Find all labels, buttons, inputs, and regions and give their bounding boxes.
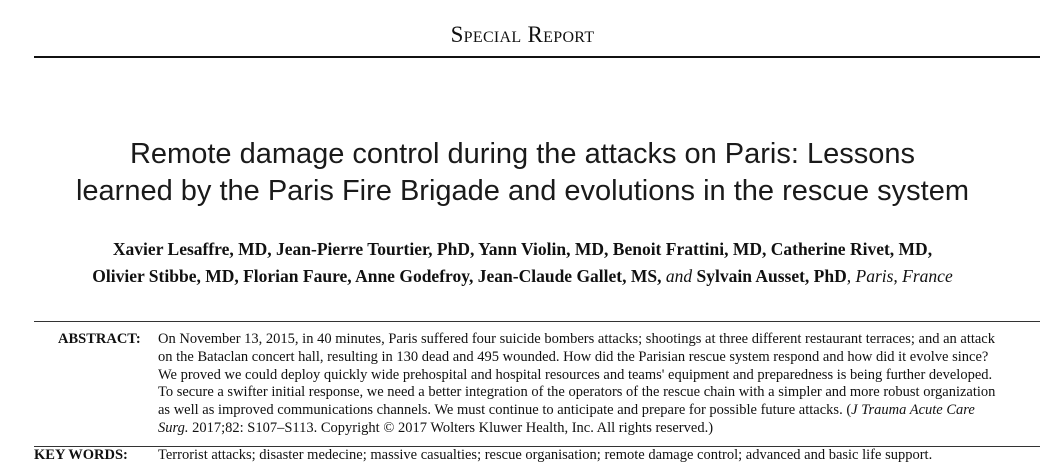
section-label: Special Report	[450, 22, 595, 47]
abstract-line-3: We proved we could deploy quickly wide prehospital and hospital resources and teams' equipment and preparedness is being further developed.	[158, 366, 993, 383]
keywords-text: Terrorist attacks; disaster medecine; massive casualties; rescue organisation; remote damage control; advanced and basic life support.	[158, 447, 933, 463]
abstract-line-4: To secure a swifter initial response, we need a better integration of the operators of the rescue chain with a simpler and more robust organization	[158, 384, 996, 401]
authors-line-2-names: Olivier Stibbe, MD, Florian Faure, Anne Godefroy, Jean-Claude Gallet, MS,	[92, 266, 662, 286]
journal-name-part-2: Surg.	[158, 419, 189, 436]
last-author: Sylvain Ausset, PhD	[696, 266, 847, 286]
top-rule	[34, 56, 1040, 58]
abstract-line-1: On November 13, 2015, in 40 minutes, Paris suffered four suicide bombers attacks; shootings at three different restaurant terraces; and an attack	[158, 331, 995, 347]
citation-copyright: 2017;82: S107–S113. Copyright © 2017 Wolters Kluwer Health, Inc. All rights reserved.)	[188, 419, 714, 436]
abstract-top-rule	[34, 321, 1040, 322]
abstract-line-5	[158, 402, 1038, 420]
title-line-1: Remote damage control during the attacks on Paris: Lessons	[129, 138, 916, 170]
abstract-label: ABSTRACT:	[58, 331, 141, 347]
keywords-label: KEY WORDS:	[34, 447, 128, 463]
abstract-line-6	[158, 420, 1038, 438]
abstract-line-2: on the Bataclan concert hall, resulting in 130 dead and 495 wounded. How did the Parisian rescue system respond and how did it evolve since?	[158, 348, 989, 365]
author-affiliation: , Paris, France	[846, 266, 953, 286]
authors-line-1: Xavier Lesaffre, MD, Jean-Pierre Tourtier, PhD, Yann Violin, MD, Benoit Frattini, MD, Catherine Rivet, MD,	[112, 239, 933, 259]
authors-conjunction: and	[665, 266, 693, 286]
authors-line-2	[0, 263, 1045, 290]
article-title	[0, 136, 1045, 210]
abstract-line-5-text: as well as improved communications channels. We must continue to anticipate and prepare for possible future attacks. (	[158, 402, 852, 419]
journal-name-part-1: J Trauma Acute Care	[851, 402, 975, 419]
abstract-body	[158, 331, 1038, 438]
title-line-2: learned by the Paris Fire Brigade and evolutions in the rescue system	[75, 175, 970, 207]
author-list	[0, 236, 1045, 290]
